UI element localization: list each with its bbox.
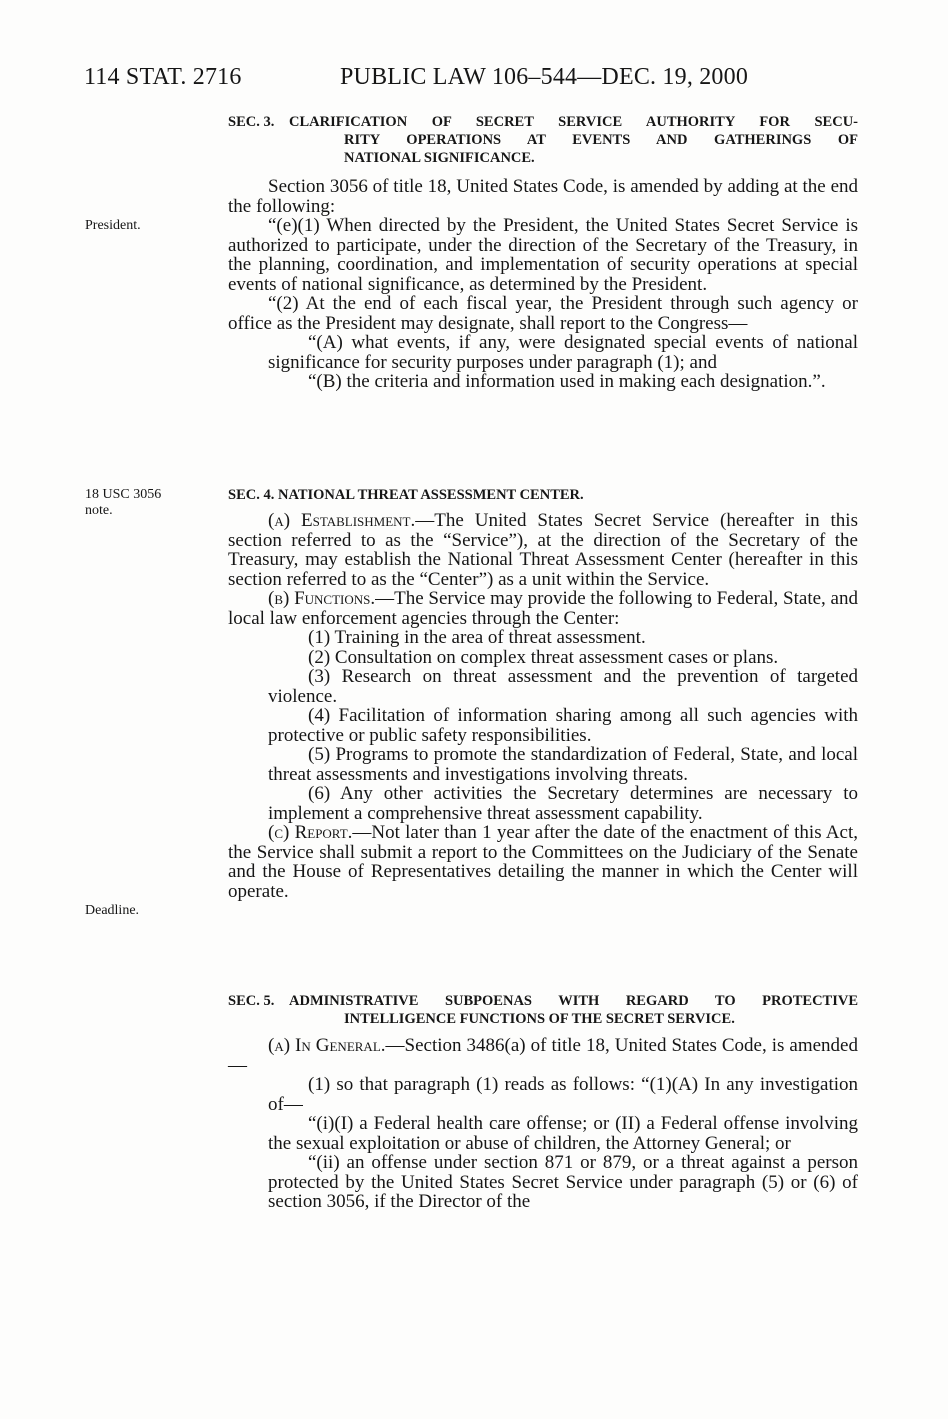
sec4-item-4: (4) Facilitation of information sharing among all such agencies with protective or public safety responsibilities.: [268, 705, 858, 746]
sec3-heading-line2: RITY OPERATIONS AT EVENTS AND GATHERINGS OF: [344, 132, 858, 148]
sec3-heading-line1: CLARIFICATION OF SECRET SERVICE AUTHORITY FOR SECU-: [289, 114, 858, 130]
margin-note-usc-line1: 18 USC 3056: [85, 487, 162, 502]
sec4-label: SEC. 4.: [228, 487, 275, 503]
margin-note-president: President.: [85, 218, 141, 233]
sec3-body: [228, 177, 858, 392]
sec5-para-ii: “(ii) an offense under section 871 or 879, or a threat against a person protected by the United States Secret Service under paragraph (5) or (6) of section 3056, if the Director of the: [268, 1152, 858, 1212]
sec3-para-A: “(A) what events, if any, were designated special events of national significance for security purposes under paragraph (1); and: [268, 332, 858, 373]
sec3-intro: Section 3056 of title 18, United States Code, is amended by adding at the end the following:: [228, 176, 858, 217]
sec4-item-1: (1) Training in the area of threat assessment.: [308, 627, 646, 648]
sec4-body: [228, 511, 858, 901]
sec4-heading-text: NATIONAL THREAT ASSESSMENT CENTER.: [277, 487, 584, 503]
sec4-subsection-c: [228, 823, 858, 901]
sec5-heading: [228, 992, 858, 1028]
sec4-item-2: (2) Consultation on complex threat assessment cases or plans.: [308, 646, 779, 668]
law-title: PUBLIC LAW 106–544—DEC. 19, 2000: [340, 64, 749, 90]
sec5-label: SEC. 5.: [228, 993, 275, 1009]
sec5-para-1: (1) so that paragraph (1) reads as follows: “(1)(A) In any investigation of—: [268, 1074, 858, 1115]
page-number: 114 STAT. 2716: [84, 64, 242, 90]
sec4-item-6: (6) Any other activities the Secretary determines are necessary to implement a comprehensive threat assessment capability.: [268, 783, 858, 824]
sec4-c-text: —Not later than 1 year after the date of the enactment of this Act, the Service shall submit a report to the Committees on the Judiciary of the Senate and the House of Representatives detailing the manner in which the Center will operate.: [228, 822, 858, 902]
sec4-b-text: —The Service may provide the following to Federal, State, and local law enforcement agencies through the Center:: [228, 588, 858, 629]
sec3-heading: [228, 113, 858, 167]
sec4-a-text: —The United States Secret Service (hereafter in this section referred to as the “Service”), at the direction of the Secretary of the Treasury, may establish the National Threat Assessment Center (hereafter in this section referred to as the “Center”) as a unit within the Service.: [228, 510, 858, 590]
sec4-c-label: (c) Report.: [268, 822, 353, 843]
sec5-a-text: —Section 3486(a) of title 18, United States Code, is amended—: [228, 1035, 858, 1076]
sec5-subsection-a: [228, 1036, 858, 1075]
sec5-heading-line1: ADMINISTRATIVE SUBPOENAS WITH REGARD TO PROTECTIVE: [289, 993, 858, 1009]
sec5-para-i: “(i)(I) a Federal health care offense; or (II) a Federal offense involving the sexual exploitation or abuse of children, the Attorney General; or: [268, 1113, 858, 1154]
margin-note-deadline: Deadline.: [85, 903, 140, 918]
sec3-label: SEC. 3.: [228, 114, 275, 130]
sec4-subsection-a: [228, 511, 858, 589]
sec4-item-3: (3) Research on threat assessment and the prevention of targeted violence.: [268, 666, 858, 707]
sec4-subsection-b: [228, 589, 858, 628]
sec5-body: [228, 1036, 858, 1212]
sec5-heading-line2: INTELLIGENCE FUNCTIONS OF THE SECRET SERVICE.: [344, 1011, 735, 1027]
sec3-para-e2: “(2) At the end of each fiscal year, the President through such agency or office as the President may designate, shall report to the Congress—: [228, 293, 858, 334]
sec4-item-5: (5) Programs to promote the standardization of Federal, State, and local threat assessments and investigations involving threats.: [268, 744, 858, 785]
margin-note-usc: [85, 487, 195, 519]
sec4-b-label: (b) Functions.: [268, 588, 376, 609]
margin-note-usc-line2: note.: [85, 503, 113, 518]
sec3-para-e1: “(e)(1) When directed by the President, the United States Secret Service is authorized to participate, under the direction of the Secretary of the Treasury, in the planning, coordination, and implementation of security operations at special events of national significance, as determined by the President.: [228, 215, 858, 295]
sec4-heading: [228, 486, 858, 504]
sec3-para-B: “(B) the criteria and information used in making each designation.”.: [308, 371, 826, 392]
sec5-a-label: (a) In General.: [268, 1035, 386, 1056]
sec4-a-label: (a) Establishment.: [268, 510, 416, 531]
sec3-heading-line3: NATIONAL SIGNIFICANCE.: [344, 150, 535, 166]
